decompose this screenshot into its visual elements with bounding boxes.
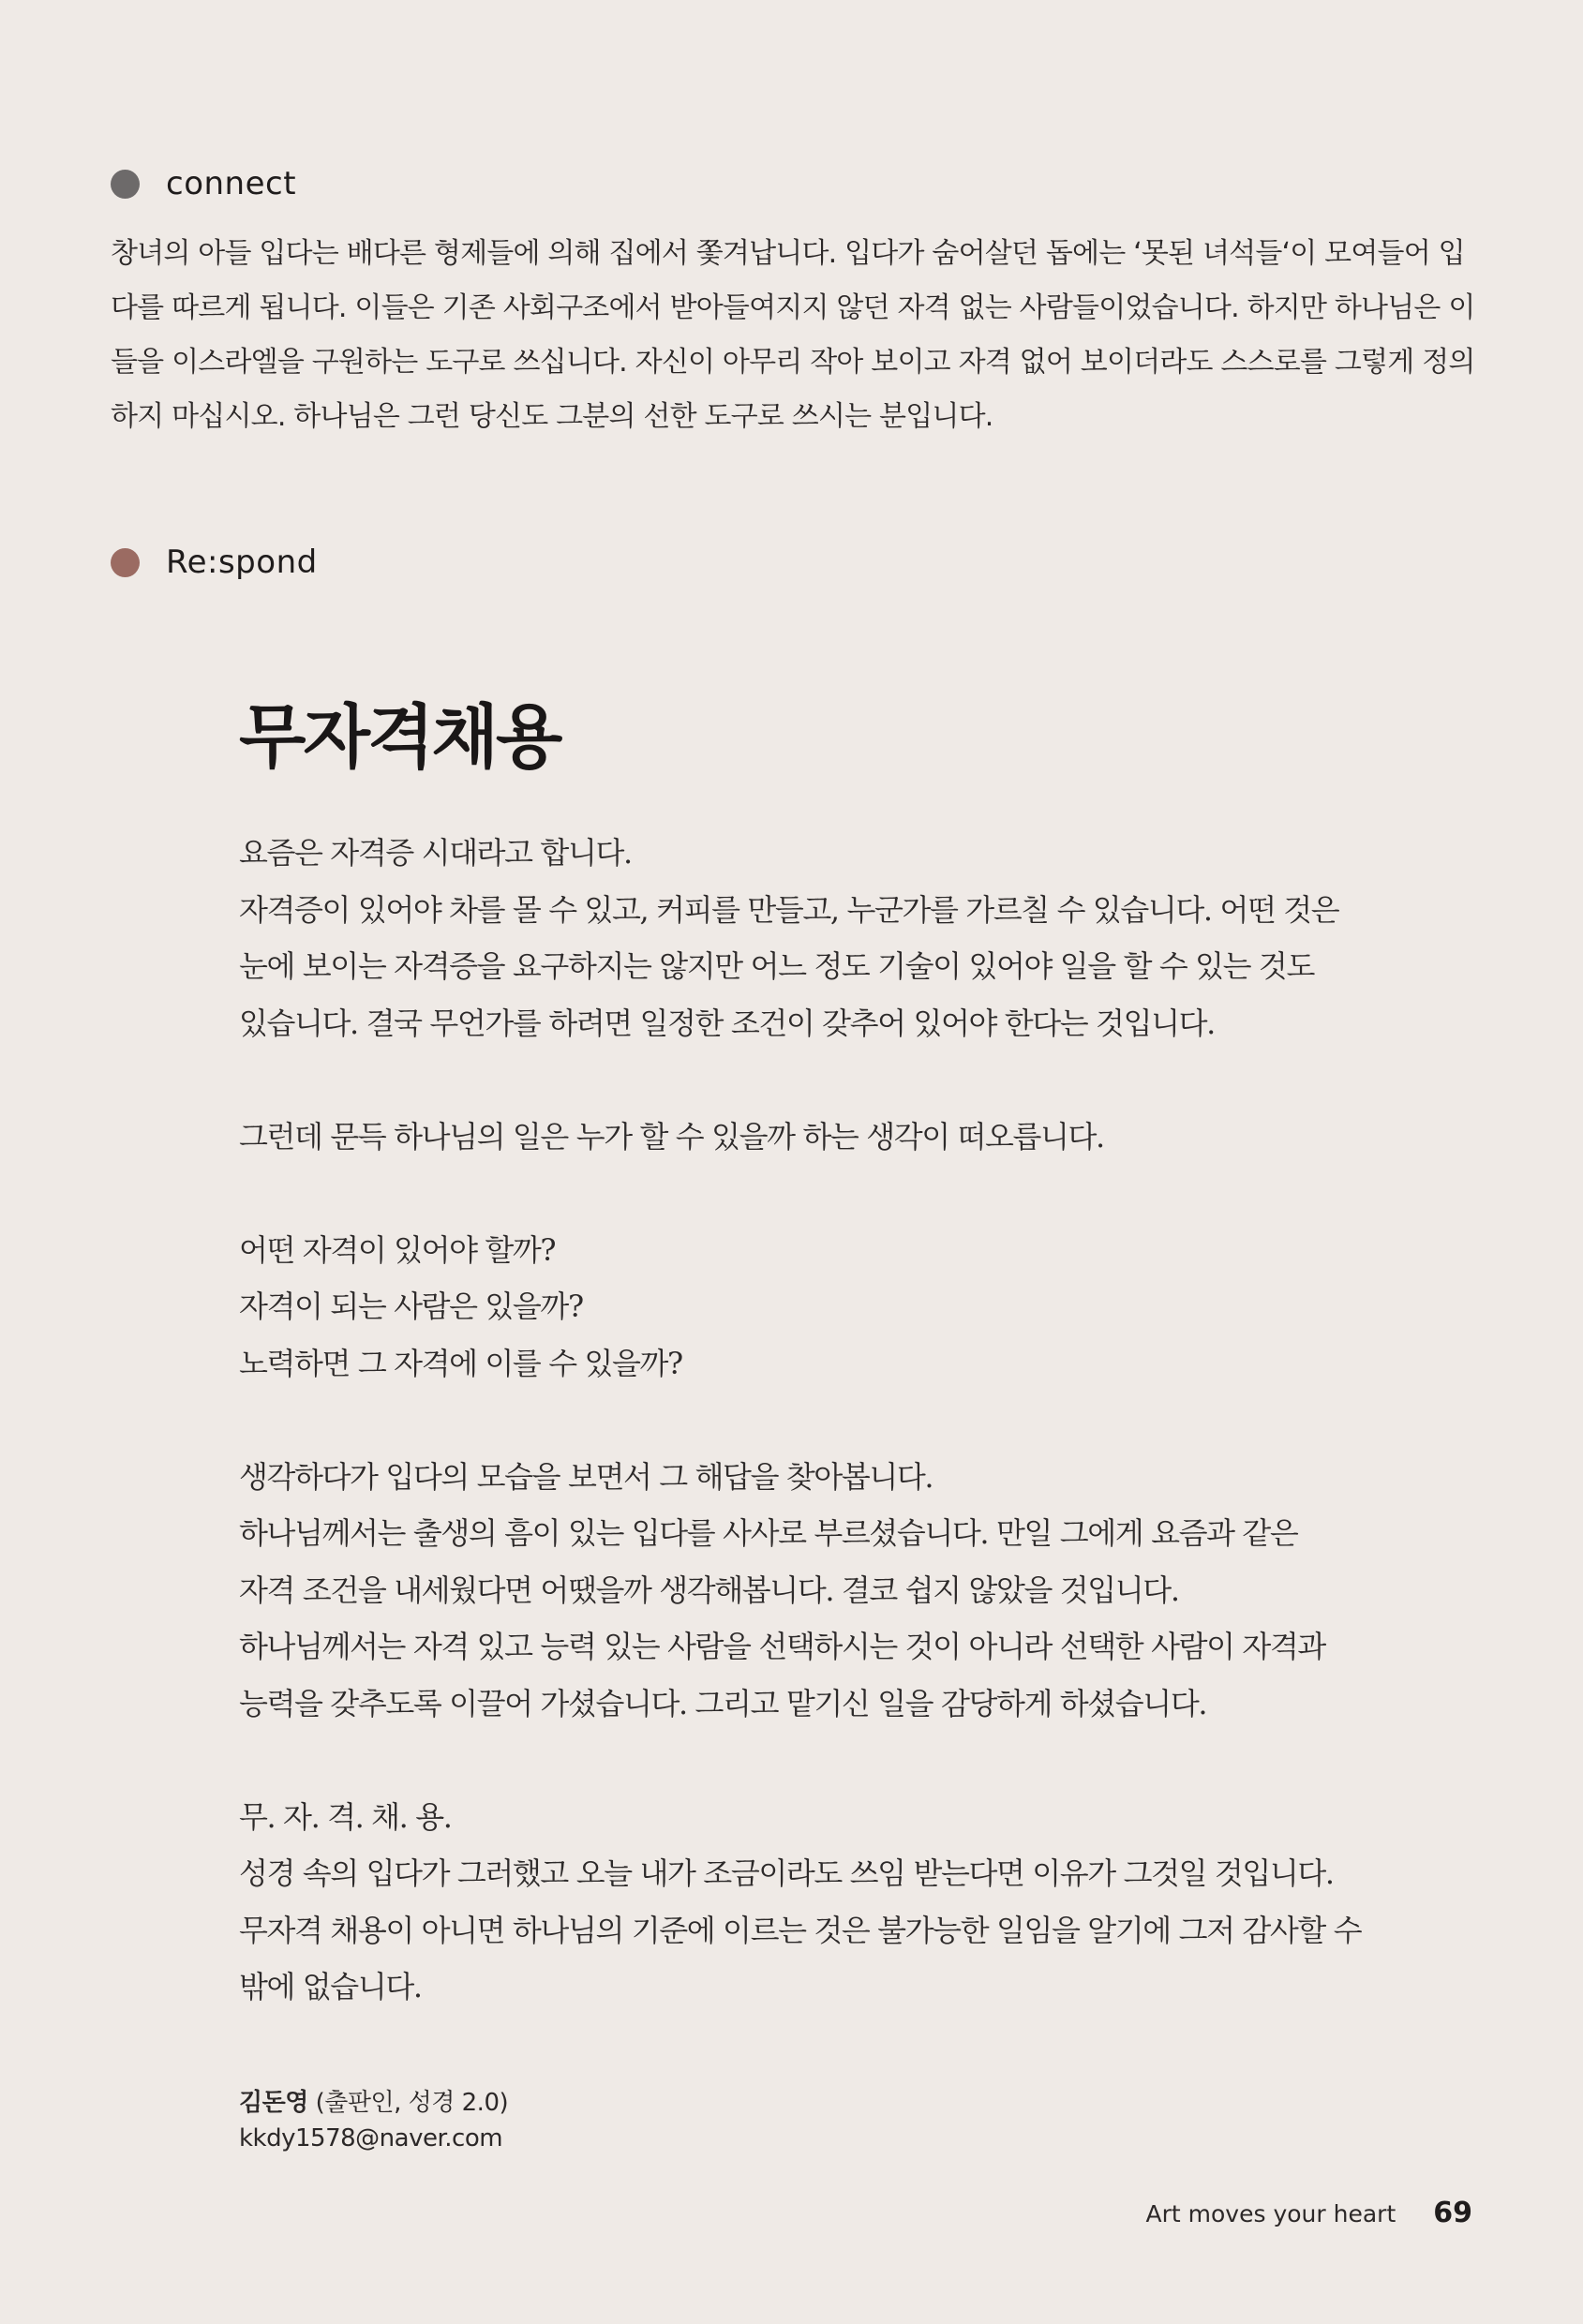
article-line: 능력을 갖추도록 이끌어 가셨습니다. 그리고 맡기신 일을 감당하게 하셨습니다. — [239, 1685, 1207, 1721]
author-byline — [239, 2085, 508, 2121]
connect-bullet-icon — [111, 170, 140, 199]
article-paragraph — [239, 1789, 1476, 2016]
article-line: 자격증이 있어야 차를 몰 수 있고, 커피를 만들고, 누군가를 가르칠 수 있습니다. 어떤 것은 — [239, 891, 1339, 928]
author-email: kkdy1578@naver.com — [239, 2124, 503, 2153]
article-line: 성경 속의 입다가 그러했고 오늘 내가 조금이라도 쓰임 받는다면 이유가 그것일 것입니다. — [239, 1855, 1334, 1891]
article-line: 하나님께서는 출생의 흠이 있는 입다를 사사로 부르셨습니다. 만일 그에게 요즘과 같은 — [239, 1515, 1298, 1551]
article-line: 어떤 자격이 있어야 할까? — [239, 1231, 556, 1268]
respond-bullet-icon — [111, 548, 140, 577]
respond-section-header — [111, 544, 318, 581]
article-line: 있습니다. 결국 무언가를 하려면 일정한 조건이 갖추어 있어야 한다는 것입니다. — [239, 1005, 1215, 1041]
connect-section-header — [111, 165, 296, 202]
article-paragraph — [239, 1109, 1476, 1166]
article-line: 눈에 보이는 자격증을 요구하지는 않지만 어느 정도 기술이 있어야 일을 할 수 있는 것도 — [239, 948, 1314, 984]
author-role: (출판인, 성경 2.0) — [315, 2089, 509, 2117]
connect-line: 창녀의 아들 입다는 배다른 형제들에 의해 집에서 쫓겨납니다. 입다가 숨어살던 돕에는 ‘못된 녀석들‘이 모여들어 입 — [111, 237, 1465, 270]
article-line: 생각하다가 입다의 모습을 보면서 그 해답을 찾아봅니다. — [239, 1458, 933, 1495]
article-line: 무. 자. 격. 채. 용. — [239, 1798, 452, 1835]
article-paragraph — [239, 825, 1476, 1051]
connect-line: 하지 마십시오. 하나님은 그런 당신도 그분의 선한 도구로 쓰시는 분입니다. — [111, 400, 993, 433]
footer-tagline: Art moves your heart — [1145, 2200, 1396, 2227]
article-line: 요즘은 자격증 시대라고 합니다. — [239, 835, 632, 871]
article-line: 무자격 채용이 아니면 하나님의 기준에 이르는 것은 불가능한 일임을 알기에 그저 감사할 수 — [239, 1912, 1362, 1948]
article-line: 노력하면 그 자격에 이를 수 있을까? — [239, 1345, 682, 1381]
author-block — [239, 2085, 508, 2156]
page-number: 69 — [1433, 2197, 1472, 2229]
connect-label: connect — [166, 165, 297, 202]
connect-line: 들을 이스라엘을 구원하는 도구로 쓰십니다. 자신이 아무리 작아 보이고 자격 없어 보이더라도 스스로를 그렇게 정의 — [111, 346, 1475, 379]
page-footer — [1146, 2197, 1472, 2229]
article-line: 그런데 문득 하나님의 일은 누가 할 수 있을까 하는 생각이 떠오릅니다. — [239, 1118, 1104, 1155]
article-line: 자격이 되는 사람은 있을까? — [239, 1289, 583, 1324]
author-name: 김돈영 — [239, 2089, 308, 2117]
connect-body — [111, 227, 1479, 444]
article-paragraph — [239, 1222, 1476, 1393]
article-line: 밖에 없습니다. — [239, 1969, 422, 2004]
article-line: 하나님께서는 자격 있고 능력 있는 사람을 선택하시는 것이 아니라 선택한 사람이 자격과 — [239, 1629, 1325, 1664]
article-title: 무자격채용 — [239, 697, 560, 778]
article-paragraph — [239, 1449, 1476, 1733]
article-line: 자격 조건을 내세웠다면 어땠을까 생각해봅니다. 결코 쉽지 않았을 것입니다. — [239, 1572, 1179, 1608]
respond-label: Re:spond — [166, 544, 318, 581]
connect-line: 다를 따르게 됩니다. 이들은 기존 사회구조에서 받아들여지지 않던 자격 없는 사람들이었습니다. 하지만 하나님은 이 — [111, 291, 1475, 324]
article-body — [239, 825, 1476, 2072]
